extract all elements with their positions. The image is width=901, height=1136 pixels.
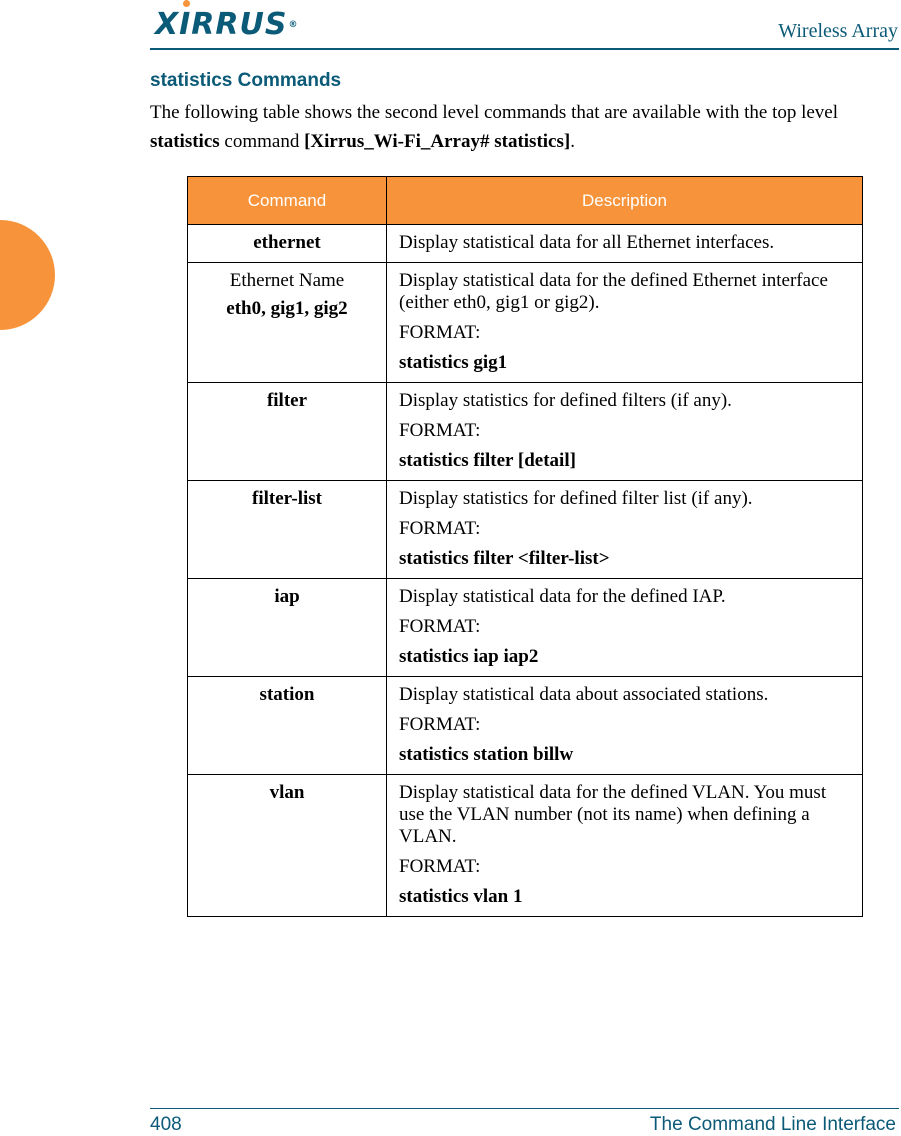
command-options: eth0, gig1, gig2 [226, 298, 348, 319]
description-text: Display statistical data for the defined VLAN. You must use the VLAN number (not its name) when defining a VLAN. [399, 782, 827, 847]
table-header-row [188, 177, 863, 225]
command-name: ethernet [253, 232, 321, 253]
header-rule [150, 48, 899, 50]
command-cell [188, 225, 387, 263]
table-row [188, 225, 863, 263]
format-example: statistics station billw [399, 744, 574, 765]
command-cell [188, 677, 387, 775]
logo-dot-icon [183, 0, 190, 7]
footer-title: The Command Line Interface [649, 1114, 896, 1135]
format-example: statistics filter <filter-list> [399, 548, 610, 569]
command-name: filter [266, 390, 308, 411]
format-example: statistics vlan 1 [399, 886, 523, 907]
table-row [188, 677, 863, 775]
side-tab-marker [0, 220, 55, 330]
command-name: filter-list [252, 488, 322, 509]
description-cell [387, 263, 863, 383]
format-example: statistics filter [detail] [399, 450, 576, 471]
format-label: FORMAT: [399, 420, 481, 441]
header-command: Command [188, 177, 387, 225]
description-text: Display statistical data about associated stations. [399, 684, 769, 705]
table-row [188, 579, 863, 677]
command-name: vlan [269, 782, 305, 803]
format-label: FORMAT: [399, 518, 481, 539]
description-cell [387, 225, 863, 263]
description-cell [387, 677, 863, 775]
command-cell [188, 579, 387, 677]
command-cell [188, 481, 387, 579]
description-text: Display statistical data for all Ethernet interfaces. [399, 232, 775, 253]
description-cell [387, 383, 863, 481]
command-cell [188, 775, 387, 917]
format-label: FORMAT: [399, 714, 481, 735]
commands-table [187, 176, 863, 917]
description-cell [387, 579, 863, 677]
footer-rule [150, 1108, 899, 1109]
xirrus-logo: XIRRUS® [155, 7, 299, 42]
format-label: FORMAT: [399, 856, 481, 877]
table-row [188, 263, 863, 383]
description-cell [387, 481, 863, 579]
intro-paragraph: The following table shows the second level commands that are available with the top level statistics command [Xirrus_Wi-Fi_Array# statistics]. [150, 102, 839, 152]
description-text: Display statistical data for the defined IAP. [399, 586, 726, 607]
command-name: station [259, 684, 315, 705]
format-label: FORMAT: [399, 616, 481, 637]
format-label: FORMAT: [399, 322, 481, 343]
command-name: Ethernet Name [229, 270, 345, 291]
format-example: statistics iap iap2 [399, 646, 539, 667]
description-cell [387, 775, 863, 917]
description-text: Display statistical data for the defined Ethernet interface (either eth0, gig1 or gig2). [399, 270, 828, 313]
table-row [188, 481, 863, 579]
command-cell [188, 263, 387, 383]
description-text: Display statistics for defined filter list (if any). [399, 488, 753, 509]
page-number: 408 [150, 1114, 182, 1135]
table-row [188, 383, 863, 481]
format-example: statistics gig1 [399, 352, 508, 373]
header-description: Description [387, 177, 863, 225]
command-cell [188, 383, 387, 481]
header-title: Wireless Array [778, 20, 898, 42]
command-name: iap [274, 586, 300, 607]
table-row [188, 775, 863, 917]
section-heading: statistics Commands [150, 70, 342, 91]
description-text: Display statistics for defined filters (if any). [399, 390, 732, 411]
